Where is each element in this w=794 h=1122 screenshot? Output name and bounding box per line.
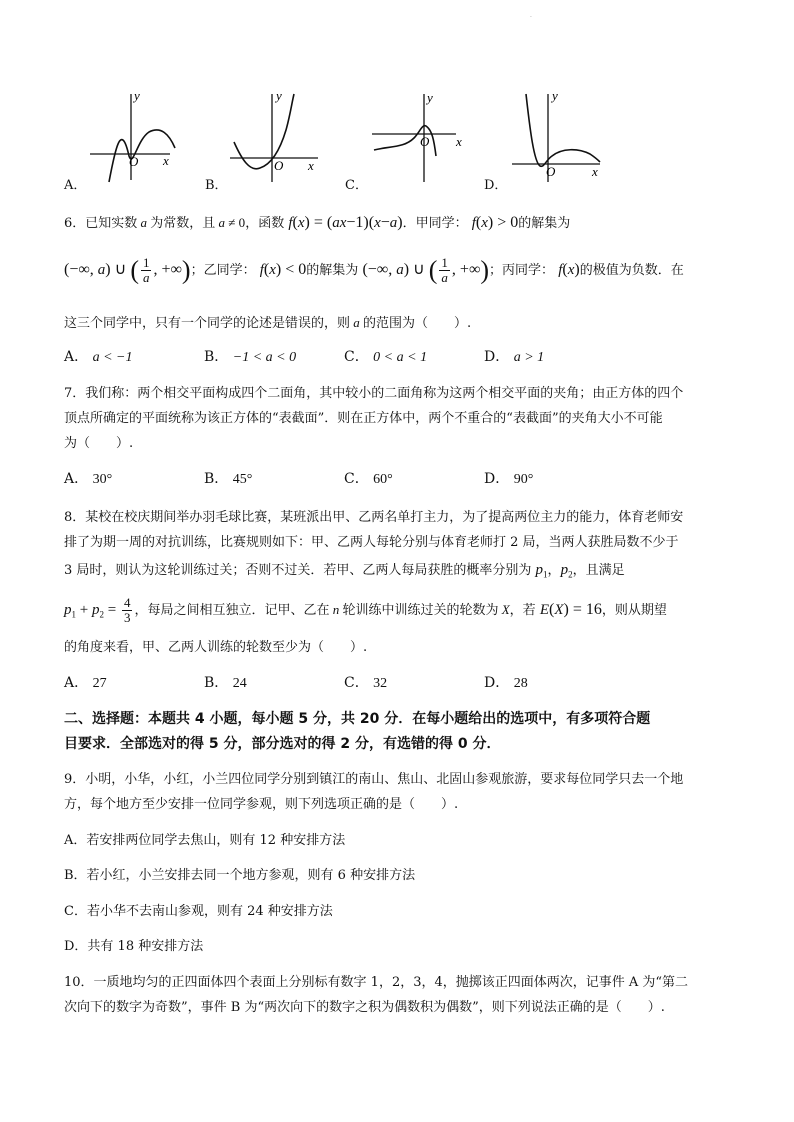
q7-options [64,468,624,488]
q8-option-b[interactable]: B． 24 [204,675,247,691]
q8-option-d[interactable]: D． 28 [484,675,528,691]
q6-line-2: (−∞, a) ∪ ( $\frac{1}{a}$ , +∞)；乙同学： f(x) < 0的解集为 (−∞, a) ∪ ( $\frac{1}{a}$ , +∞)；丙同学： f(x)的极值为负数．在 [64,255,684,285]
q10-line-1: 10．一质地均匀的正四面体四个表面上分别标有数字 1，2，3，4，抛掷该正四面体两次，记事件 A 为“第二 [64,975,689,990]
q8-line-5: 的角度来看，甲、乙两人训练的轮数至少为（ ）. [64,640,368,655]
q8-line-4: $p_1 + p_2$ = $\frac{4}{3}$ ，每局之间相互独立．记甲、乙在 n 轮训练中训练过关的轮数为 X，若 E(X) = 16，则从期望 [64,595,667,625]
q9-option-a[interactable]: A．若安排两位同学去焦山，则有 12 种安排方法 [64,833,346,848]
q7-line-3: 为（ ）. [64,436,134,451]
q8-option-a[interactable]: A． 27 [64,675,107,691]
graph-d [510,90,610,186]
q6-option-d[interactable]: D． a > 1 [484,349,545,365]
q6-options [64,346,624,366]
graph-c [370,90,470,186]
q8-options [64,672,624,692]
graph-a-y-label: y [134,90,140,103]
graph-b-origin: O [274,158,284,173]
q6-option-a[interactable]: A． a < −1 [64,349,133,365]
q7-option-b[interactable]: B． 45° [204,471,253,487]
graph-b-x-label: x [308,158,314,173]
q7-option-d[interactable]: D． 90° [484,471,534,487]
graph-b [228,90,328,186]
option-b-label: B． [205,178,228,193]
graph-b-y-label: y [276,90,282,103]
option-d-label: D． [484,178,508,193]
q6-line-3: 这三个同学中，只有一个同学的论述是错误的，则 a 的范围为（ ）. [64,315,472,331]
q9-option-d[interactable]: D．共有 18 种安排方法 [64,939,204,954]
q6-line-1: 6．已知实数 a 为常数，且 a ≠ 0，函数 f(x) = (ax−1)(x−a)．甲同学： f(x) > 0的解集为 [64,214,571,231]
graph-a-origin: O [129,154,139,169]
graph-c-y-label: y [427,90,433,105]
q7-option-a[interactable]: A． 30° [64,471,113,487]
graph-d-x-label: x [592,164,598,179]
graph-c-x-label: x [456,134,462,149]
q9-line-2: 方，每个地方至少安排一位同学参观，则下列选项正确的是（ ）. [64,797,459,812]
option-c-label: C． [345,178,368,193]
q8-option-c[interactable]: C． 32 [344,675,388,691]
graph-a [85,90,195,186]
q6-option-b[interactable]: B． −1 < a < 0 [204,349,297,365]
q8-line-2: 排了为期一周的对抗训练，比赛规则如下：甲、乙两人每轮分别与体育老师打 2 局，当两人获胜局数不少于 [64,535,679,550]
graph-d-origin: O [546,164,556,179]
graph-d-y-label: y [552,90,558,103]
option-a-label: A． [64,178,87,193]
q10-line-2: 次向下的数字为奇数”，事件 B 为“两次向下的数字之积为偶数积为偶数”，则下列说法正确的是（ ）. [64,1000,665,1015]
top-mark: · [530,14,532,21]
q9-line-1: 9．小明，小华，小红，小兰四位同学分别到镇江的南山、焦山、北固山参观旅游，要求每位同学只去一个地 [64,772,684,787]
q8-line-1: 8．某校在校庆期间举办羽毛球比赛，某班派出甲、乙两名单打主力，为了提高两位主力的能力，体育老师安 [64,510,684,525]
graph-a-x-label: x [163,153,169,168]
section-2-heading-line-2: 目要求．全部选对的得 5 分，部分选对的得 2 分，有选错的得 0 分． [64,736,501,752]
q9-option-c[interactable]: C．若小华不去南山参观，则有 24 种安排方法 [64,904,333,919]
q8-line-3: 3 局时，则认为这轮训练过关；否则不过关．若甲、乙两人每局获胜的概率分别为 $p_1$，$p_2$，且满足 [64,562,625,580]
q7-line-2: 顶点所确定的平面统称为该正方体的“表截面”．则在正方体中，两个不重合的“表截面”的夹角大小不可能 [64,411,663,426]
section-2-heading-line-1: 二、选择题：本题共 4 小题，每小题 5 分，共 20 分．在每小题给出的选项中，有多项符合题 [64,711,651,727]
q7-line-1: 7．我们称：两个相交平面构成四个二面角，其中较小的二面角称为这两个相交平面的夹角；由正方体的四个 [64,386,684,401]
graph-c-origin: O [420,134,430,149]
q7-option-c[interactable]: C． 60° [344,471,393,487]
q9-option-b[interactable]: B．若小红，小兰安排去同一个地方参观，则有 6 种安排方法 [64,868,416,883]
q6-option-c[interactable]: C． 0 < a < 1 [344,349,428,365]
